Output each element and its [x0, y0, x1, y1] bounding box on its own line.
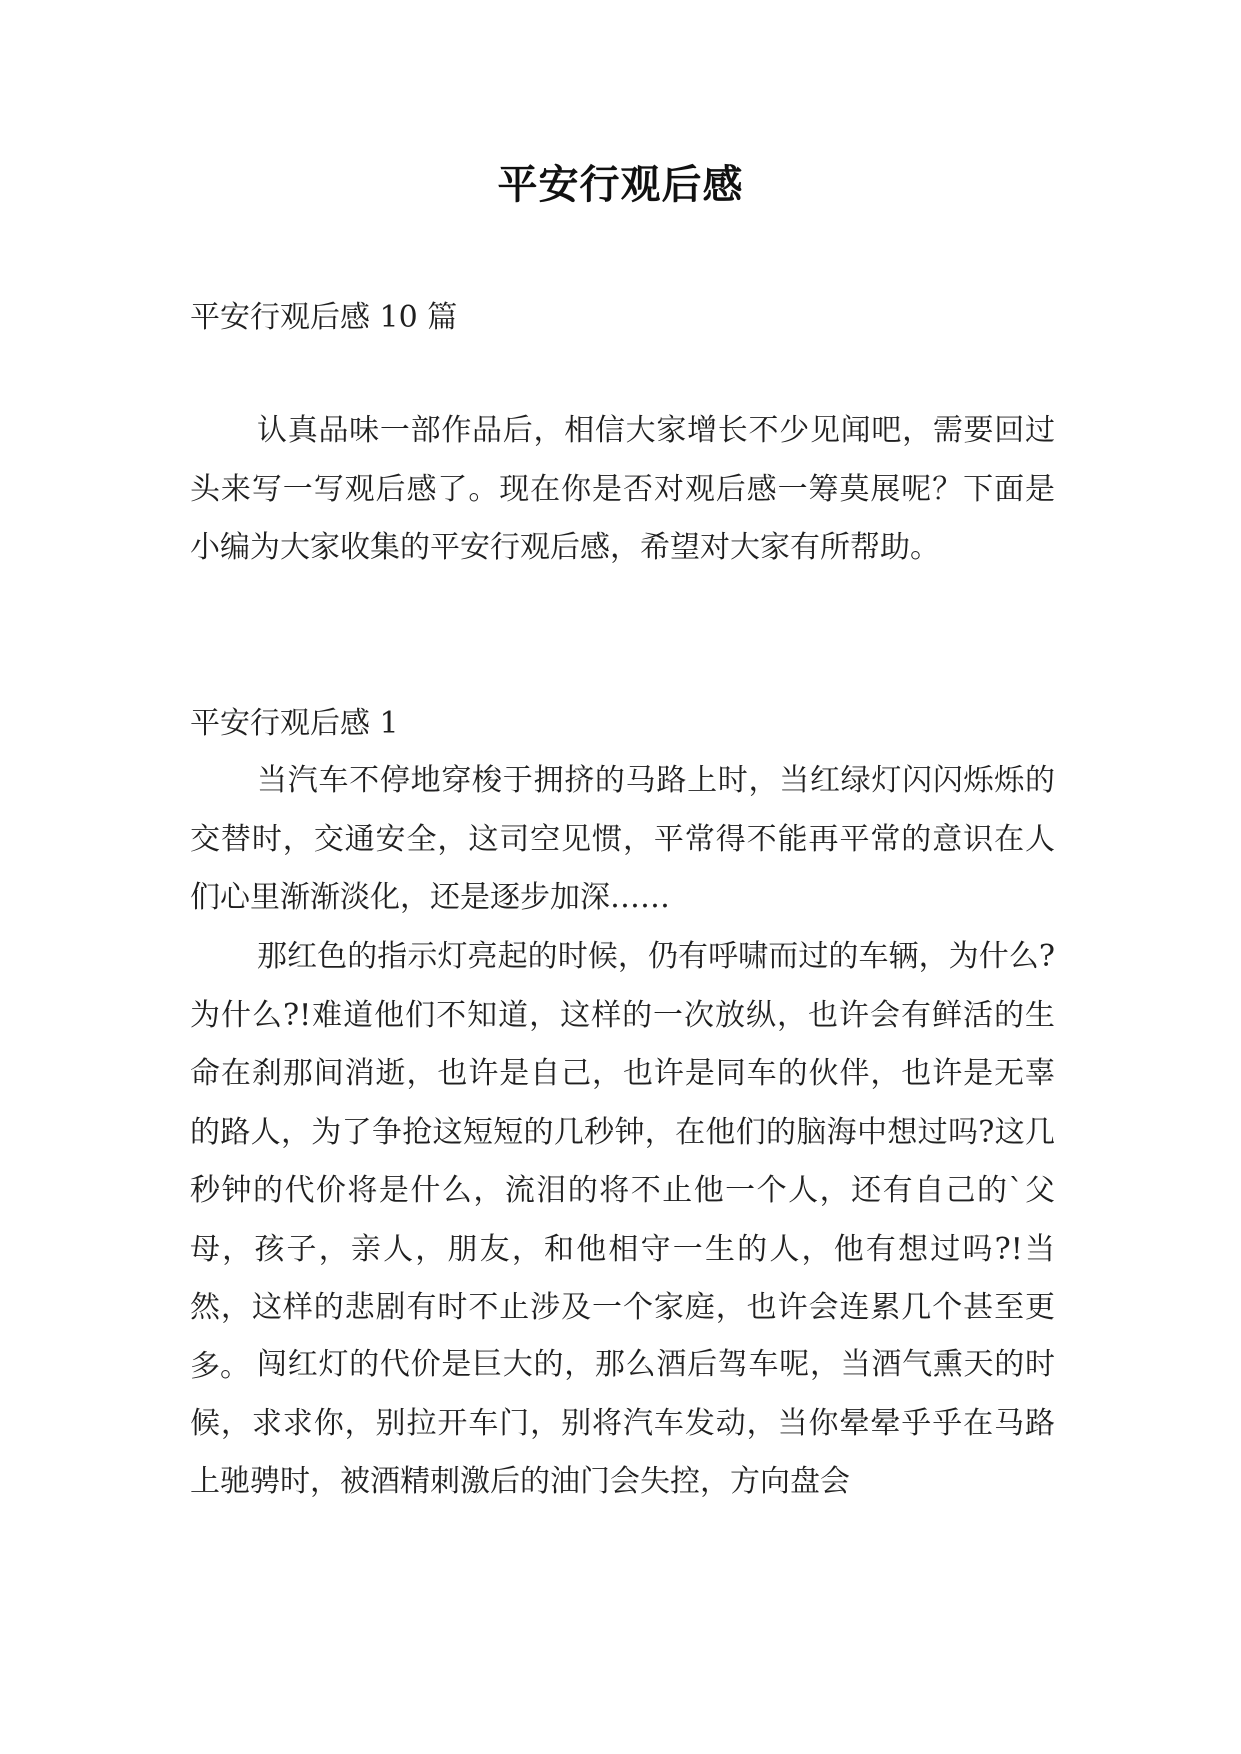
body-paragraph: 当汽车不停地穿梭于拥挤的马路上时，当红绿灯闪闪烁烁的交替时，交通安全，这司空见惯，平常得不能再平常的意识在人们心里渐渐淡化，还是逐步加深……: [190, 763, 1055, 915]
document-title: 平安行观后感: [497, 161, 744, 208]
body-paragraph: 那红色的指示灯亮起的时候，仍有呼啸而过的车辆，为什么?为什么?!难道他们不知道，这样的一次放纵，也许会有鲜活的生命在刹那间消逝，也许是自己，也许是同车的伙伴，也许是无辜的路人，为了争抢这短短的几秒钟，在他们的脑海中想过吗?这几秒钟的代价将是什么，流泪的将不止他一个人，还有自己的`父母，孩子，亲人，朋友，和他相守一生的人，他有想过吗?!当然，这样的悲剧有时不止涉及一个家庭，也许会连累几个甚至更多。: [190, 939, 1055, 1384]
document-subtitle: 平安行观后感 10 篇: [190, 300, 458, 335]
body-paragraph: 闯红灯的代价是巨大的，那么酒后驾车呢，当酒气熏天的时候，求求你，别拉开车门，别将汽车发动，当你晕晕乎乎在马路上驰骋时，被酒精刺激后的油门会失控，方向盘会: [190, 1347, 1055, 1499]
intro-paragraph: 认真品味一部作品后，相信大家增长不少见闻吧，需要回过头来写一写观后感了。现在你是否对观后感一筹莫展呢？下面是小编为大家收集的平安行观后感，希望对大家有所帮助。: [190, 413, 1055, 565]
section-heading: 平安行观后感 1: [190, 706, 399, 741]
